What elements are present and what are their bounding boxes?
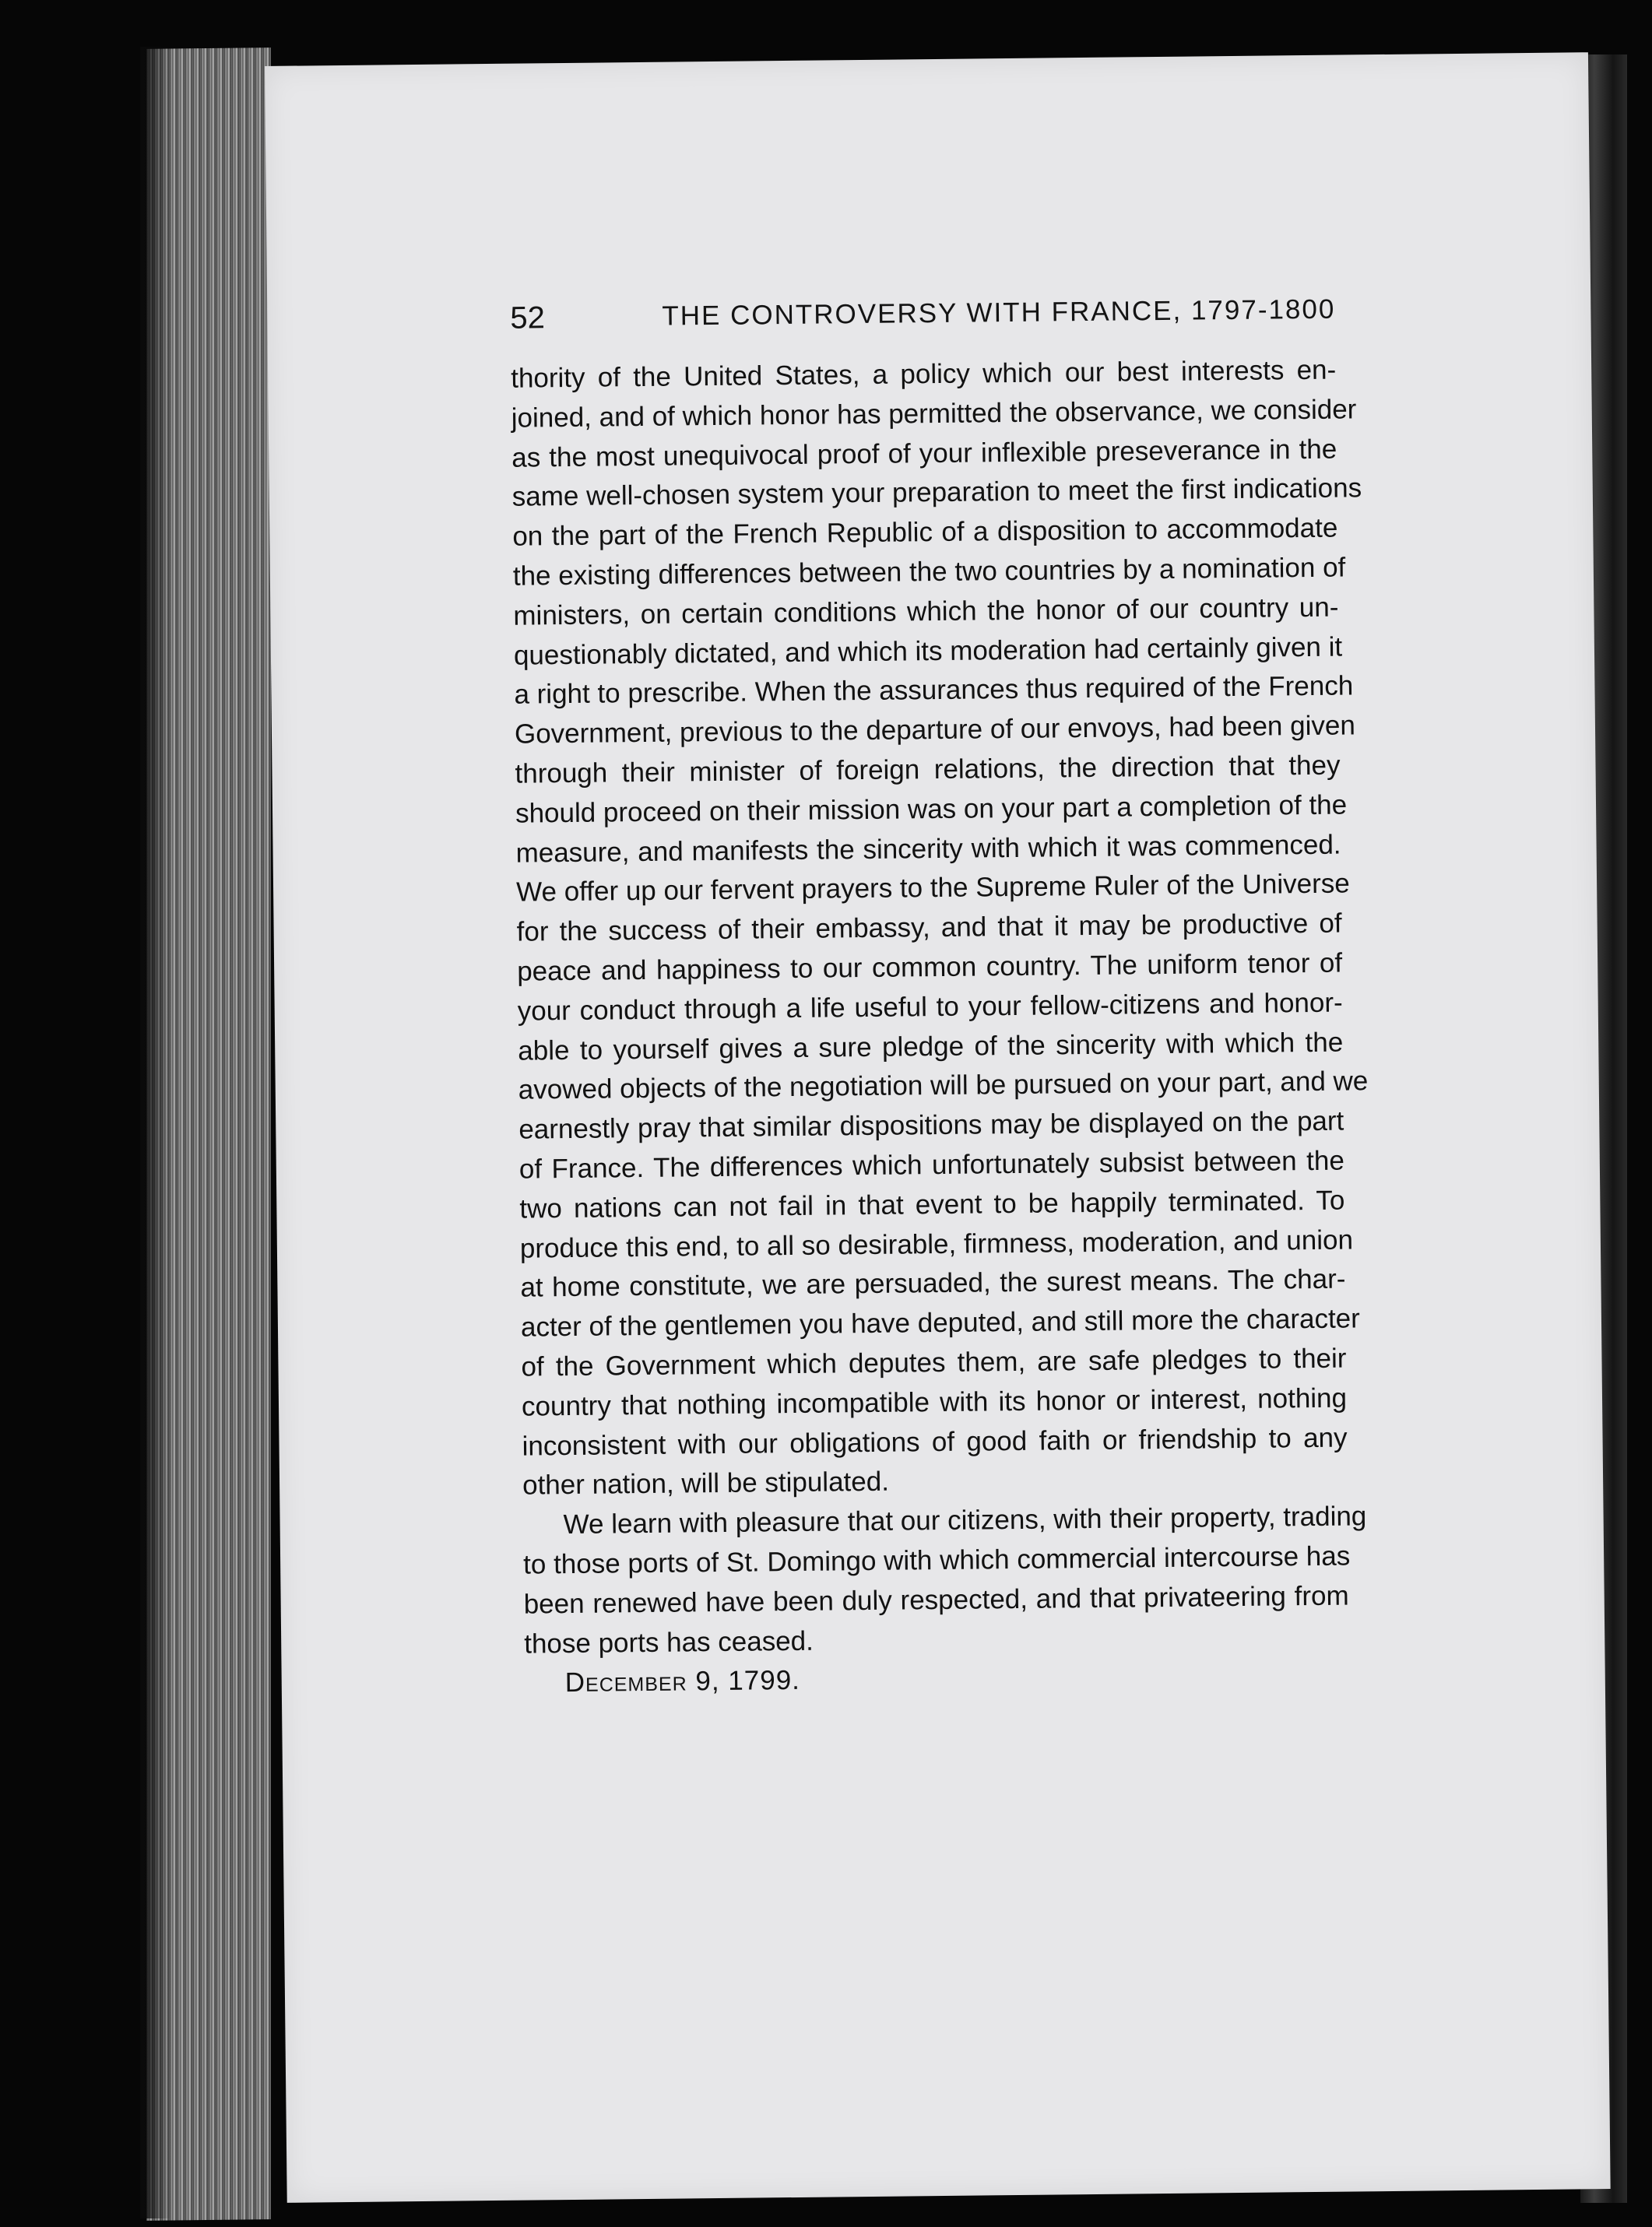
page-edges-shadow	[140, 47, 171, 2218]
text-line: questionably dictated, and which its moderation had certainly given it	[513, 631, 1343, 671]
body-text	[511, 351, 1369, 1704]
text-line: as the most unequivocal proof of your inflexible preseverance in the	[511, 434, 1337, 473]
text-line: for the success of their embassy, and that it may be productive of	[516, 908, 1342, 947]
paragraph-2	[522, 1498, 1367, 1664]
text-line: produce this end, to all so desirable, firmness, moderation, and union	[519, 1224, 1354, 1264]
book-page	[265, 52, 1611, 2203]
text-line: your conduct through a life useful to your fellow-citizens and honor-	[517, 987, 1343, 1027]
text-line: joined, and of which honor has permitted the observance, we consider	[511, 394, 1357, 434]
text-line: a right to prescribe. When the assurances thus required of the French	[514, 670, 1354, 711]
text-line: peace and happiness to our common country. The uniform tenor of	[516, 947, 1343, 987]
text-line: country that nothing incompatible with its honor or interest, nothing	[521, 1382, 1348, 1422]
text-line: measure, and manifests the sincerity with which it was commenced.	[515, 829, 1341, 869]
text-line: inconsistent with our obligations of good faith or friendship to any	[522, 1422, 1348, 1462]
text-line: Government, previous to the departure of our envoys, had been given	[514, 710, 1355, 750]
dateline	[525, 1656, 1350, 1704]
page-header	[510, 293, 1336, 348]
dateline-text: December 9, 1799.	[564, 1665, 801, 1698]
running-title: THE CONTROVERSY WITH FRANCE, 1797-1800	[662, 293, 1336, 332]
text-line: of France. The differences which unfortunately subsist between the	[518, 1145, 1345, 1185]
text-line: avowed objects of the negotiation will be pursued on your part, and we	[518, 1066, 1369, 1106]
page-number: 52	[510, 300, 546, 335]
text-line: other nation, will be stipulated.	[522, 1467, 890, 1501]
text-line: ministers, on certain conditions which the honor of our country un-	[513, 592, 1339, 631]
text-line: been renewed have been duly respected, and that privateering from	[523, 1580, 1349, 1620]
text-line: to those ports of St. Domingo with which commercial intercourse has	[522, 1540, 1351, 1580]
text-line: We learn with pleasure that our citizens, with their property, trading	[563, 1501, 1367, 1540]
text-line: at home constitute, we are persuaded, the surest means. The char-	[520, 1263, 1346, 1303]
text-line: those ports has ceased.	[524, 1625, 814, 1660]
text-line: of the Government which deputes them, are safe pledges to their	[521, 1343, 1347, 1382]
text-line: thority of the United States, a policy which our best interests en-	[511, 354, 1337, 394]
text-line: acter of the gentlemen you have deputed, and still more the character	[520, 1303, 1361, 1343]
text-line: earnestly pray that similar dispositions may be displayed on the part	[518, 1105, 1344, 1145]
text-line: through their minister of foreign relations, the direction that they	[515, 750, 1341, 789]
text-line: the existing differences between the two countries by a nomination of	[512, 552, 1346, 592]
text-line: We offer up our fervent prayers to the Supreme Ruler of the Universe	[515, 868, 1350, 908]
text-line: should proceed on their mission was on your part a completion of the	[515, 789, 1348, 829]
paragraph-1	[511, 351, 1369, 1506]
text-line: on the part of the French Republic of a disposition to accommodate	[512, 512, 1338, 552]
text-line: two nations can not fail in that event to be happily terminated. To	[519, 1185, 1345, 1224]
text-line: same well-chosen system your preparation to meet the first indications	[511, 472, 1362, 513]
text-line: able to yourself gives a sure pledge of the sincerity with which the	[518, 1027, 1344, 1066]
